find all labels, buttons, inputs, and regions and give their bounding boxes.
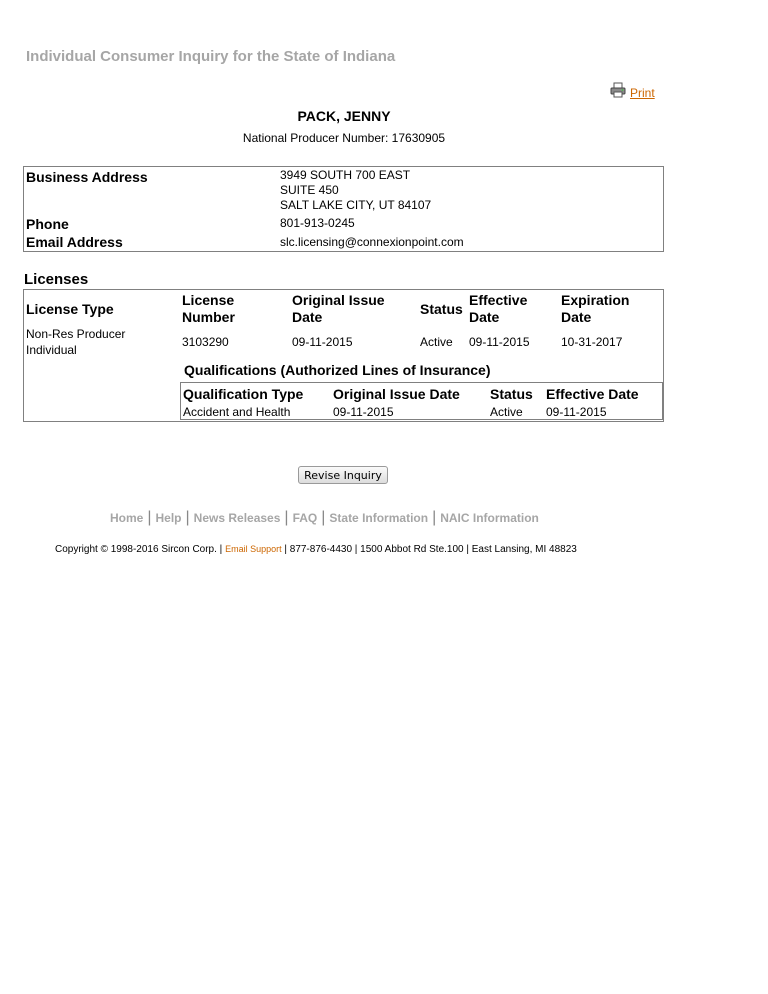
col-status: Status [420,301,463,317]
col-license-number-line2: Number [182,309,235,325]
col-effective [469,292,527,326]
col-license-type: License Type [26,301,114,317]
address-line-1: 3949 SOUTH 700 EAST [280,168,411,182]
print-label[interactable]: Print [630,85,655,100]
qualification-type: Accident and Health [183,405,291,419]
nav-separator: | [185,509,190,526]
business-address-label: Business Address [26,169,148,185]
col-original-issue-line2: Date [292,309,323,325]
col-license-number-line1: License [182,292,235,308]
producer-name: PACK, JENNY [297,108,391,124]
nav-separator: | [147,509,152,526]
col-expiration [561,292,629,326]
phone-value: 801-913-0245 [280,216,355,230]
nav-naic-information[interactable]: NAIC Information [440,511,539,525]
col-license-number [182,292,235,326]
nav-separator: | [284,509,289,526]
address-line-3: SALT LAKE CITY, UT 84107 [280,198,432,212]
footer-nav [110,509,539,527]
qualifications-table [180,382,663,420]
col-qual-status: Status [490,386,533,402]
qualification-status: Active [490,405,523,419]
address-line-2: SUITE 450 [280,183,339,197]
col-original-issue [292,292,385,326]
col-expiration-line1: Expiration [561,292,630,308]
nav-home[interactable]: Home [110,511,144,525]
nav-state-information[interactable]: State Information [329,511,429,525]
col-effective-line2: Date [469,309,500,325]
license-type-line2: Individual [26,343,77,357]
email-value: slc.licensing@connexionpoint.com [280,235,464,249]
nav-separator: | [321,509,326,526]
license-effective-date: 09-11-2015 [469,335,530,349]
email-label: Email Address [26,234,123,250]
licenses-heading: Licenses [24,271,89,288]
page-title: Individual Consumer Inquiry for the State of Indiana [26,48,396,65]
col-qualification-type: Qualification Type [183,386,304,402]
contact-info-box [23,166,664,252]
npn-value: 17630905 [391,131,446,145]
license-expiration-date: 10-31-2017 [561,335,623,349]
col-expiration-line2: Date [561,309,592,325]
nav-separator: | [432,509,437,526]
phone-label: Phone [26,216,69,232]
nav-help[interactable]: Help [155,511,182,525]
copyright [55,544,577,555]
col-effective-line1: Effective [469,292,528,308]
national-producer-number [0,131,688,145]
col-qual-original-issue: Original Issue Date [333,386,460,402]
copyright-suffix: | 877-876-4430 | 1500 Abbot Rd Ste.100 | East Lansing, MI 48823 [284,544,577,555]
email-support-link[interactable]: Email Support [225,544,282,554]
license-status: Active [420,335,453,349]
print-link[interactable] [610,82,655,103]
license-issue-date: 09-11-2015 [292,335,353,349]
copyright-prefix: Copyright © 1998-2016 Sircon Corp. | [55,544,223,555]
license-type-line1: Non-Res Producer [26,327,126,341]
col-qual-effective: Effective Date [546,386,639,402]
revise-inquiry-button[interactable]: Revise Inquiry [298,466,388,484]
npn-label: National Producer Number: [242,131,389,145]
col-original-issue-line1: Original Issue [292,292,385,308]
printer-icon [610,82,626,103]
qualification-effective-date: 09-11-2015 [546,405,607,419]
license-number: 3103290 [182,335,229,349]
nav-faq[interactable]: FAQ [292,511,318,525]
qualifications-title: Qualifications (Authorized Lines of Insurance) [184,362,491,378]
qualification-issue-date: 09-11-2015 [333,405,394,419]
nav-news-releases[interactable]: News Releases [193,511,281,525]
